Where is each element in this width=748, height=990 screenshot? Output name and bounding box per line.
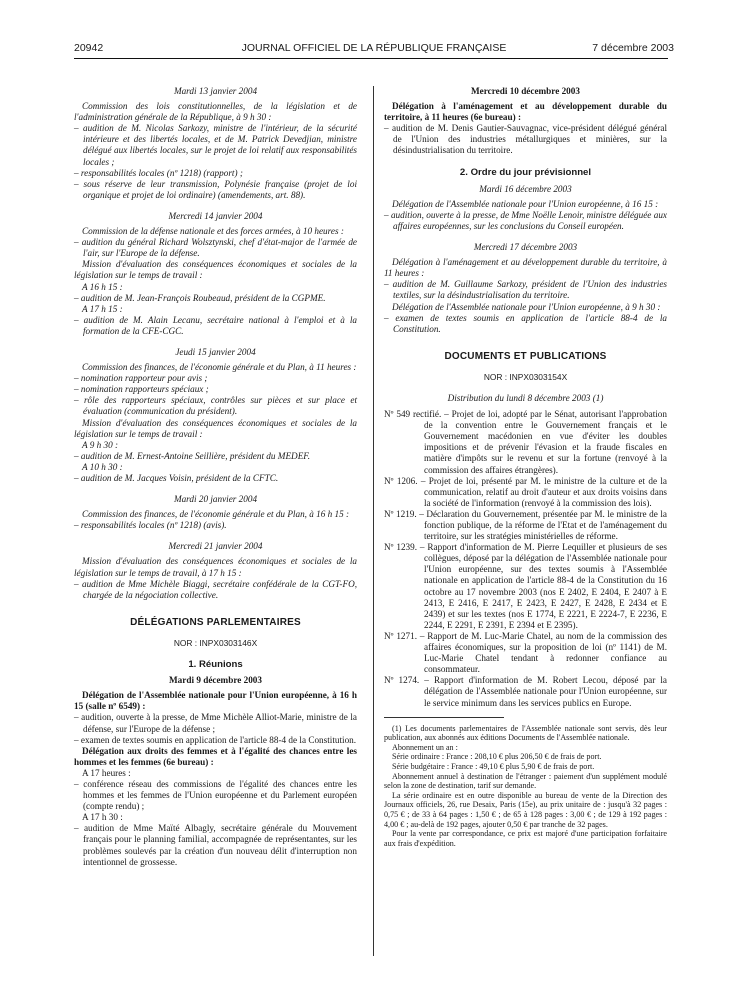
meeting-time: A 9 h 30 : bbox=[82, 439, 119, 450]
agenda-item: – examen de textes soumis en application de l'article 88-4 de la Constitution. bbox=[384, 312, 667, 334]
document-entry: Nº 1239. – Rapport d'information de M. Pierre Lequiller et plusieurs de ses collègues, déposé par la délégation de l'Assemblée nationale pour l'Union européenne, sur des textes soumis à l'Assemblée nationale en application de l'article 88-4 de la Constitution du 16 octobre au 17 novembre 2003 (nos E 2402, E 2404, E 2407 à E 2413, E 2416, E 2417, E 2423, E 2427, E 2428, E 2434 et E 2439) et sur les textes (nos E 1774, E 2221, E 2224-7, E 2236, E 2244, E 2291, E 2391, E 2394 et E 2395). bbox=[384, 542, 667, 630]
header-rule bbox=[74, 58, 668, 59]
right-column bbox=[384, 86, 667, 848]
nor-reference: NOR : INPX0303146X bbox=[173, 637, 258, 648]
meeting-body: Mission d'évaluation des conséquences économiques et sociales de la législation sur le temps de travail : bbox=[74, 417, 357, 439]
footnote-rule bbox=[384, 717, 504, 718]
footnote-text: (1) Les documents parlementaires de l'Assemblée nationale sont servis, dès leur publication, aux abonnés aux éditions Documents de l'Assemblée nationale. bbox=[384, 723, 667, 743]
meeting-body: Délégation de l'Assemblée nationale pour l'Union européenne, à 9 h 30 : bbox=[392, 301, 661, 312]
agenda-item: – rôle des rapporteurs spéciaux, contrôles sur pièces et sur place et évaluation (communication du président). bbox=[74, 395, 357, 417]
meeting-time: A 10 h 30 : bbox=[82, 461, 123, 472]
document-entry: Nº 1206. – Projet de loi, présenté par M. le ministre de la culture et de la communication, relatif au droit d'auteur et aux droits voisins dans la société de l'information (renvoyé à la commission des lois). bbox=[384, 475, 667, 508]
footnote-text: La série ordinaire est en outre disponible au bureau de vente de la Direction des Journaux officiels, 26, rue Desaix, Paris (15e), au prix unitaire de : jusqu'à 32 pages : 0,75 € ; de 33 à 64 pages : 1,50 € ; de 65 à 128 pages : 3,00 € ; de 129 à 192 pages : 4,00 € ; au-delà de 192 pages, ajouter 0,50 € par tranche de 32 pages. bbox=[384, 790, 667, 829]
subsection-title: 1. Réunions bbox=[188, 659, 243, 671]
page-number: 20942 bbox=[74, 42, 104, 54]
nor-reference: NOR : INPX0303154X bbox=[483, 371, 568, 382]
meeting-time: A 17 h 15 : bbox=[82, 303, 123, 314]
section-title: DÉLÉGATIONS PARLEMENTAIRES bbox=[130, 616, 301, 628]
meeting-time: A 17 heures : bbox=[82, 767, 131, 778]
meeting-body: Délégation de l'Assemblée nationale pour l'Union européenne, à 16 h 15 (salle nº 6549) : bbox=[74, 690, 357, 712]
document-entry: Nº 1271. – Rapport de M. Luc-Marie Chatel, au nom de la commission des affaires économiques, sur la proposition de loi (nº 1141) de M. Luc-Marie Chatel tendant à redonner confiance au consommateur. bbox=[384, 630, 667, 675]
footnote-text: Abonnement un an : bbox=[392, 742, 458, 752]
agenda-item: – audition, ouverte à la presse, de Mme Noëlle Lenoir, ministre déléguée aux affaires européennes, sur les conclusions du Conseil européen. bbox=[384, 209, 667, 231]
agenda-item: – conférence réseau des commissions de l'égalité des chances entre les hommes et les femmes de l'Union européenne et du Parlement européen (compte rendu) ; bbox=[74, 778, 357, 812]
document-entry: Nº 1219. – Déclaration du Gouvernement, présentée par M. le ministre de la fonction publique, de la réforme de l'Etat et de l'aménagement du territoire, sur les stratégies ministérielles de réforme. bbox=[384, 508, 667, 542]
meeting-body: Mission d'évaluation des conséquences économiques et sociales de la législation sur le temps de travail, à 17 h 15 : bbox=[74, 556, 357, 578]
document-entry: Nº 1274. – Rapport d'information de M. Robert Lecou, déposé par la délégation de l'Assemblée nationale pour l'Union européenne, sur le service minimum dans les services publics en Europe. bbox=[384, 675, 667, 708]
agenda-item: – audition de M. Jacques Voisin, président de la CFTC. bbox=[74, 473, 279, 483]
footnote-text: Série ordinaire : France : 208,10 € plus 206,50 € de frais de port. bbox=[392, 752, 602, 762]
footnote bbox=[384, 724, 667, 849]
column-separator bbox=[373, 86, 374, 956]
agenda-item: – examen de textes soumis en application de l'article 88-4 de la Constitution. bbox=[74, 734, 357, 745]
meeting-body: Commission des finances, de l'économie générale et du Plan, à 11 heures : bbox=[82, 362, 357, 373]
meeting-body: Commission des finances, de l'économie générale et du Plan, à 16 h 15 : bbox=[82, 509, 350, 520]
agenda-item: – audition de Mme Maïté Albagly, secrétaire générale du Mouvement français pour le planning familial, accompagnée de représentantes, sur les problèmes soulevés par la création d'un nouveau délit d'interruption non intentionnel de grossesse. bbox=[74, 823, 357, 867]
left-column bbox=[74, 86, 357, 868]
subsection-title: 2. Ordre du jour prévisionnel bbox=[459, 166, 592, 178]
page-header bbox=[0, 0, 748, 60]
section-title: DOCUMENTS ET PUBLICATIONS bbox=[444, 350, 607, 362]
meeting-body: Délégation de l'Assemblée nationale pour l'Union européenne, à 16 15 : bbox=[392, 198, 659, 209]
day-heading: Mercredi 10 décembre 2003 bbox=[471, 86, 580, 96]
footnote-text: Abonnement annuel à destination de l'étranger : paiement d'un supplément modulé selon la zone de destination, tarif sur demande. bbox=[384, 771, 667, 791]
agenda-item: – audition de M. Nicolas Sarkozy, ministre de l'intérieur, de la sécurité intérieure et des libertés locales, et de M. Patrick Devedjian, ministre délégué aux libertés locales, sur le projet de loi relatif aux responsabilités locales ; bbox=[74, 123, 357, 167]
agenda-item: – audition de M. Guillaume Sarkozy, président de l'Union des industries textiles, sur la désindustrialisation du territoire. bbox=[384, 279, 667, 301]
day-heading: Mardi 13 janvier 2004 bbox=[173, 86, 258, 96]
document-entry: Nº 549 rectifié. – Projet de loi, adopté par le Sénat, autorisant l'approbation de la convention entre le Gouvernement français et le Gouvernement macédonien en vue d'éviter les doubles impositions et de prévenir l'évasion et la fraude fiscales en matière d'impôts sur le revenu et sur la fortune (renvoyé à la commission des affaires étrangères). bbox=[384, 409, 667, 475]
day-heading: Jeudi 15 janvier 2004 bbox=[175, 346, 256, 357]
meeting-body: Commission de la défense nationale et des forces armées, à 10 heures : bbox=[82, 226, 344, 237]
meeting-body: Mission d'évaluation des conséquences économiques et sociales de la législation sur le temps de travail : bbox=[74, 259, 357, 281]
meeting-body: Commission des lois constitutionnelles, de la législation et de l'administration générale de la République, à 9 h 30 : bbox=[74, 101, 357, 123]
agenda-item: – audition de M. Jean-François Roubeaud, président de la CGPME. bbox=[74, 292, 326, 303]
agenda-item: – responsabilités locales (nº 1218) (rapport) ; bbox=[74, 167, 243, 178]
day-heading: Mardi 9 décembre 2003 bbox=[169, 675, 262, 686]
day-heading: Mercredi 21 janvier 2004 bbox=[168, 541, 263, 552]
meeting-time: A 17 h 30 : bbox=[82, 812, 123, 823]
day-heading: Mardi 20 janvier 2004 bbox=[173, 494, 258, 505]
meeting-time: A 16 h 15 : bbox=[82, 281, 123, 292]
agenda-item: – responsabilités locales (nº 1218) (avis). bbox=[74, 520, 227, 531]
day-heading: Mercredi 14 janvier 2004 bbox=[168, 210, 263, 221]
footnote-text: Pour la vente par correspondance, ce prix est majoré d'une participation forfaitaire aux frais d'expédition. bbox=[384, 829, 667, 848]
distribution-line: Distribution du lundi 8 décembre 2003 (1) bbox=[447, 392, 604, 403]
agenda-item: – audition de M. Denis Gautier-Sauvagnac, vice-président délégué général de l'Union des industries métallurgiques et minières, sur la désindustrialisation du territoire. bbox=[384, 123, 667, 156]
journal-title: JOURNAL OFFICIEL DE LA RÉPUBLIQUE FRANÇAISE bbox=[241, 42, 507, 54]
agenda-item: – nomination rapporteurs spéciaux ; bbox=[74, 384, 209, 395]
agenda-item: – audition de M. Alain Lecanu, secrétaire national à l'emploi et à la formation de la CFE-CGC. bbox=[74, 314, 357, 336]
agenda-item: – sous réserve de leur transmission, Polynésie française (projet de loi organique et projet de loi ordinaire) (amendements, art. 88). bbox=[74, 178, 357, 200]
agenda-item: – audition du général Richard Wolsztynski, chef d'état-major de l'armée de l'air, sur l'Europe de la défense. bbox=[74, 237, 357, 259]
meeting-body: Délégation à l'aménagement et au développement durable du territoire, à 11 heures (6e bureau) : bbox=[384, 101, 667, 123]
agenda-item: – audition de Mme Michèle Biaggi, secrétaire confédérale de la CGT-FO, chargée de la négociation collective. bbox=[74, 578, 357, 600]
meeting-body: Délégation aux droits des femmes et à l'égalité des chances entre les hommes et les femmes (6e bureau) : bbox=[74, 745, 357, 767]
agenda-item: – audition, ouverte à la presse, de Mme Michèle Alliot-Marie, ministre de la défense, sur l'Europe de la défense ; bbox=[74, 712, 357, 734]
footnote-text: Série budgétaire : France : 49,10 € plus 5,90 € de frais de port. bbox=[392, 761, 595, 771]
day-heading: Mardi 16 décembre 2003 bbox=[479, 183, 572, 194]
day-heading: Mercredi 17 décembre 2003 bbox=[473, 242, 578, 253]
agenda-item: – nomination rapporteur pour avis ; bbox=[74, 373, 208, 384]
meeting-body: Délégation à l'aménagement et au développement durable du territoire, à 11 heures : bbox=[384, 257, 667, 279]
agenda-item: – audition de M. Ernest-Antoine Seillière, président du MEDEF. bbox=[74, 450, 311, 461]
issue-date: 7 décembre 2003 bbox=[592, 42, 674, 54]
